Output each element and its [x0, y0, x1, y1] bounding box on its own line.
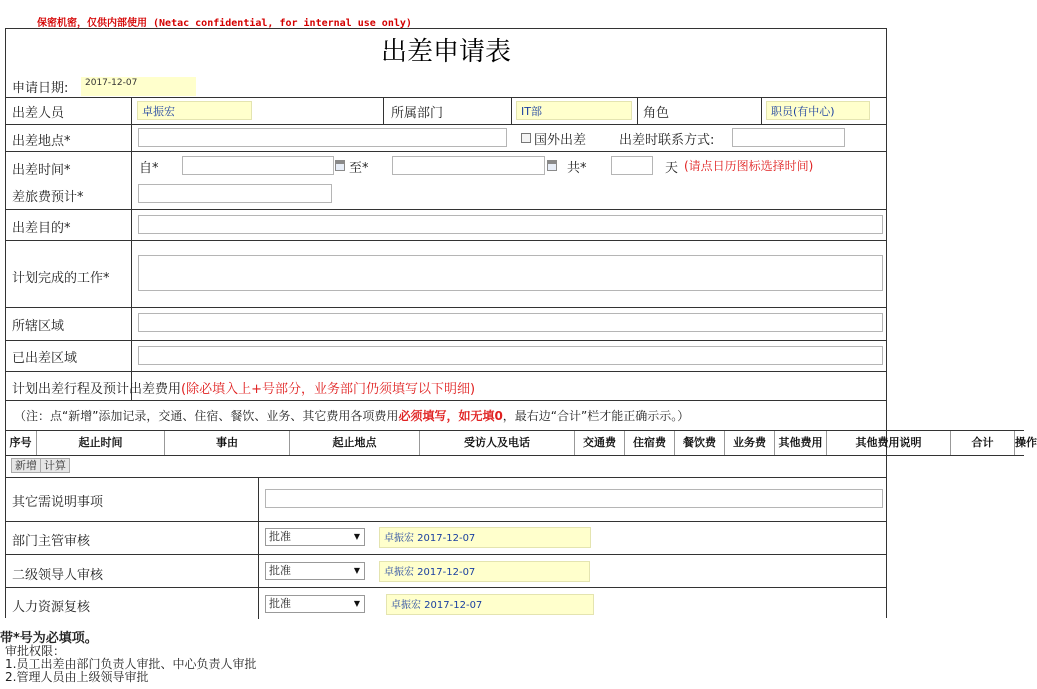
- apply-date-label: 申请日期:: [12, 81, 69, 96]
- traveler-label: 出差人员: [12, 106, 65, 121]
- purpose-label: 出差目的*: [12, 221, 71, 236]
- col-places: 起止地点: [290, 431, 420, 455]
- second-leader-approval-select[interactable]: 批准 ▼: [265, 562, 365, 580]
- other-notes-input[interactable]: [265, 489, 883, 508]
- from-label: 自*: [139, 161, 159, 176]
- plan-textarea[interactable]: [138, 255, 883, 291]
- confidential-notice: 保密机密，仅供内部使用 (Netac confidential, for internal use only): [37, 18, 412, 29]
- col-visitee: 受访人及电话: [420, 431, 575, 455]
- col-reason: 事由: [165, 431, 290, 455]
- traveler-field[interactable]: 卓振宏: [137, 101, 252, 120]
- abroad-label: 国外出差: [534, 133, 587, 148]
- apply-date-field[interactable]: 2017-12-07: [81, 77, 196, 96]
- col-total: 合计: [951, 431, 1015, 455]
- add-row-button[interactable]: 新增: [11, 458, 41, 473]
- to-label: 至*: [349, 161, 369, 176]
- visited-region-label: 已出差区域: [12, 351, 78, 366]
- calculate-button[interactable]: 计算: [40, 458, 70, 473]
- region-input[interactable]: [138, 313, 883, 332]
- approval-rules-title: 审批权限：: [5, 644, 66, 658]
- visited-region-input[interactable]: [138, 346, 883, 365]
- col-meals: 餐饮费: [675, 431, 725, 455]
- col-transport: 交通费: [575, 431, 625, 455]
- role-label: 角色: [643, 106, 670, 121]
- col-business: 业务费: [725, 431, 775, 455]
- total-label: 共*: [567, 161, 587, 176]
- required-note: 带*号为必填项。: [0, 631, 98, 646]
- start-calendar-icon[interactable]: [335, 160, 345, 171]
- contact-label: 出差时联系方式:: [619, 133, 715, 148]
- col-actions: 操作: [1015, 436, 1037, 449]
- budget-input[interactable]: [138, 184, 332, 203]
- hr-review-select[interactable]: 批准 ▼: [265, 595, 365, 613]
- abroad-checkbox[interactable]: [521, 133, 531, 143]
- dept-approval-label: 部门主管审核: [12, 534, 91, 549]
- dept-approver-field: 卓振宏 2017-12-07: [379, 527, 591, 548]
- col-index: 序号: [5, 431, 37, 455]
- hr-reviewer-field: 卓振宏 2017-12-07: [386, 594, 594, 615]
- contact-input[interactable]: [732, 128, 845, 147]
- other-notes-label: 其它需说明事项: [12, 495, 104, 510]
- department-field[interactable]: IT部: [516, 101, 632, 120]
- budget-label: 差旅费预计*: [12, 190, 84, 205]
- form-notes: [0, 632, 256, 684]
- start-date-input[interactable]: [182, 156, 334, 175]
- col-other: 其他费用: [775, 431, 827, 455]
- location-input[interactable]: [138, 128, 507, 147]
- hr-review-label: 人力资源复核: [12, 600, 91, 615]
- itinerary-label: 计划出差行程及预计出差费用(除必填入上+号部分，业务部门仍须填写以下明细): [12, 382, 476, 397]
- date-hint: (请点日历图标选择时间): [684, 159, 814, 173]
- location-label: 出差地点*: [12, 134, 71, 149]
- role-field[interactable]: 职员(有中心): [766, 101, 870, 120]
- end-date-input[interactable]: [392, 156, 545, 175]
- expense-table-header: [5, 430, 1037, 456]
- col-lodging: 住宿费: [625, 431, 675, 455]
- approval-rule-2: 2.管理人员由上级领导审批: [5, 670, 149, 684]
- travel-request-form: [5, 28, 887, 618]
- plan-label: 计划完成的工作*: [12, 271, 110, 286]
- end-calendar-icon[interactable]: [547, 160, 557, 171]
- total-days-input[interactable]: [611, 156, 653, 175]
- expense-note: （注：点“新增”添加记录，交通、住宿、餐饮、业务、其它费用各项费用必须填写，如无填0，最右边“合计”栏才能正确示示。）: [14, 409, 690, 423]
- page-title: 出差申请表: [380, 37, 511, 67]
- dept-approval-select[interactable]: 批准 ▼: [265, 528, 365, 546]
- approval-rule-1: 1.员工出差由部门负责人审批、中心负责人审批: [5, 657, 257, 671]
- second-leader-approval-label: 二级领导人审核: [12, 568, 104, 583]
- col-other-desc: 其他费用说明: [827, 431, 951, 455]
- col-period: 起止时间: [37, 431, 165, 455]
- region-label: 所辖区域: [12, 319, 65, 334]
- purpose-input[interactable]: [138, 215, 883, 234]
- travel-time-label: 出差时间*: [12, 163, 71, 178]
- days-label: 天: [665, 161, 679, 176]
- second-leader-approver-field: 卓振宏 2017-12-07: [379, 561, 590, 582]
- department-label: 所属部门: [391, 106, 444, 121]
